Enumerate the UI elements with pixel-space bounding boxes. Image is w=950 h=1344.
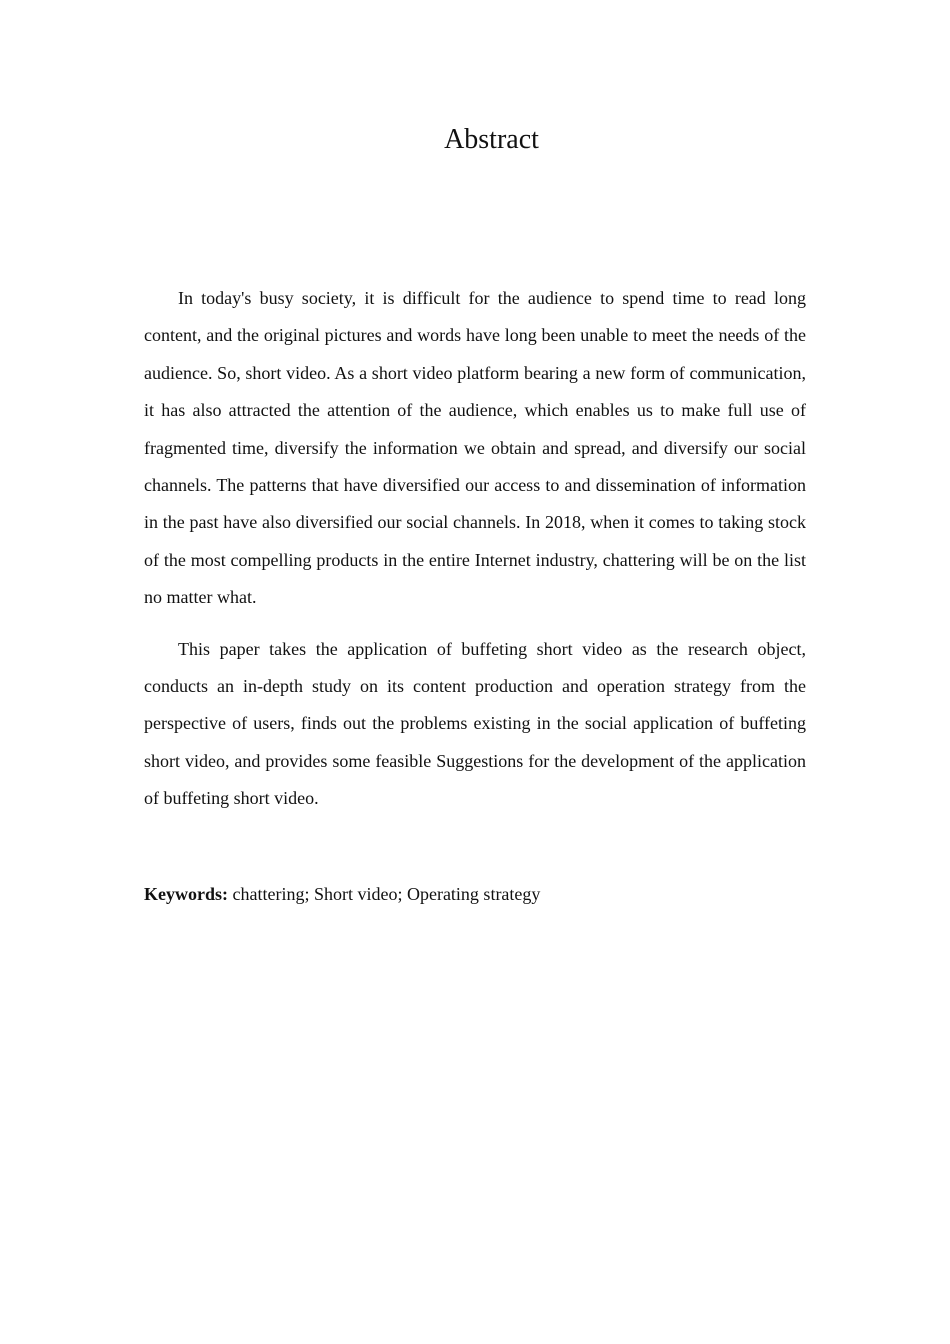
keywords-label: Keywords: [144, 884, 228, 904]
abstract-body [144, 280, 806, 818]
keywords-line [144, 878, 806, 910]
abstract-paragraph-2: This paper takes the application of buffeting short video as the research object, conducts an in-depth study on its content production and operation strategy from the perspective of users, finds out the problems existing in the social application of buffeting short video, and provides some feasible Suggestions for the development of the application of buffeting short video. [144, 638, 806, 809]
abstract-paragraph-1: In today's busy society, it is difficult for the audience to spend time to read long content, and the original pictures and words have long been unable to meet the needs of the audience. So, short video. As a short video platform bearing a new form of communication, it has also attracted the attention of the audience, which enables us to make full use of fragmented time, diversify the information we obtain and spread, and diversify our social channels. The patterns that have diversified our access to and dissemination of information in the past have also diversified our social channels. In 2018, when it comes to taking stock of the most compelling products in the entire Internet industry, chattering will be on the list no matter what. [144, 288, 806, 608]
keywords-text: chattering; Short video; Operating strategy [228, 884, 541, 904]
page-title: Abstract [444, 124, 539, 155]
